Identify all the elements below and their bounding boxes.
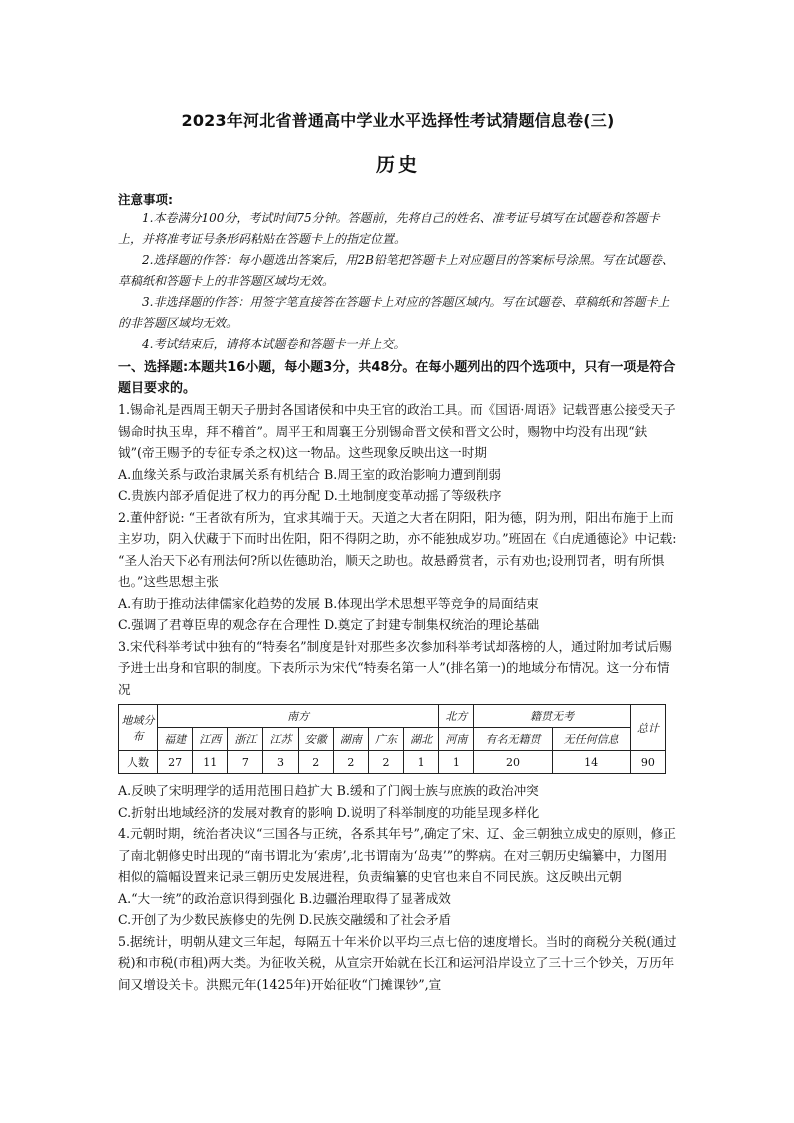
region-cell: 无任何信息 bbox=[552, 728, 630, 751]
exam-page bbox=[118, 100, 678, 995]
question-4-stem: 4.元朝时期，统治者决议“三国各与正统，各系其年号”,确定了宋、辽、金三朝独立成史的原则，修正了南北朝修史时出现的“南书谓北为‘索虏’,北书谓南为‘岛夷’”的弊病。在对三朝历史编纂中，力图用相似的篇幅设置来记录三朝历史发展进程，负责编纂的史官也来自不同民族。这反映出元朝 bbox=[118, 826, 676, 884]
section-heading: 一、选择题:本题共16小题，每小题3分，共48分。在每小题列出的四个选项中，只有一项是符合题目要求的。 bbox=[118, 360, 676, 396]
question-5-stem: 5.据统计，明朝从建文三年起，每隔五十年米价以平均三点七倍的速度增长。当时的商税分关税(通过税)和市税(市租)两大类。为征收关税，从宣宗开始就在长江和运河沿岸设立了三十三个钞关，万历年间又增设关卡。洪熙元年(1425年)开始征收“门摊课钞”,宣 bbox=[118, 933, 677, 992]
region-cell: 安徽 bbox=[298, 728, 333, 751]
count-cell: 7 bbox=[228, 751, 263, 774]
notice-list bbox=[118, 208, 678, 355]
count-cell: 2 bbox=[333, 751, 368, 774]
count-cell: 3 bbox=[263, 751, 298, 774]
count-cell: 1 bbox=[404, 751, 439, 774]
question-2-options-ab: A.有助于推动法律儒家化趋势的发展 B.体现出学术思想平等竞争的局面结束 bbox=[118, 595, 539, 611]
table-header-row bbox=[119, 705, 666, 728]
total-header: 总计 bbox=[630, 705, 665, 751]
table-region-row bbox=[119, 728, 666, 751]
count-cell: 2 bbox=[368, 751, 403, 774]
notice-item: 2.选择题的作答：每小题选出答案后，用2B铅笔把答题卡上对应题目的答案标号涂黑。写在试题卷、草稿纸和答题卡上的非答题区域均无效。 bbox=[118, 253, 674, 288]
notice-item: 4.考试结束后，请将本试题卷和答题卡一并上交。 bbox=[142, 337, 406, 351]
row-label: 人数 bbox=[119, 751, 158, 774]
question-3-options-cd: C.折射出地域经济的发展对教育的影响 D.说明了科举制度的功能呈现多样化 bbox=[118, 804, 540, 820]
question-4-options-ab: A.“大一统”的政治意识得到强化 B.边疆治理取得了显著成效 bbox=[118, 890, 451, 906]
notice-item: 3.非选择题的作答：用签字笔直接答在答题卡上对应的答题区域内。写在试题卷、草稿纸和答题卡上的非答题区域均无效。 bbox=[118, 295, 670, 330]
count-cell: 20 bbox=[474, 751, 552, 774]
question-1-options-ab: A.血缘关系与政治隶属关系有机结合 B.周王室的政治影响力遭到削弱 bbox=[118, 466, 501, 482]
count-cell: 27 bbox=[158, 751, 193, 774]
count-cell: 11 bbox=[193, 751, 228, 774]
subject-title: 历史 bbox=[375, 154, 420, 176]
region-cell: 浙江 bbox=[228, 728, 263, 751]
region-cell: 湖南 bbox=[333, 728, 368, 751]
question-2-options-cd: C.强调了君尊臣卑的观念存在合理性 D.奠定了封建专制集权统治的理论基础 bbox=[118, 617, 540, 632]
region-cell: 江西 bbox=[193, 728, 228, 751]
count-cell: 1 bbox=[439, 751, 474, 774]
region-cell: 河南 bbox=[439, 728, 474, 751]
region-cell: 广东 bbox=[368, 728, 403, 751]
exam-title: 2023年河北省普通高中学业水平选择性考试猜题信息卷(三) bbox=[181, 111, 615, 130]
group-south: 南方 bbox=[158, 705, 439, 728]
region-cell: 福建 bbox=[158, 728, 193, 751]
group-north: 北方 bbox=[439, 705, 474, 728]
region-cell: 有名无籍贯 bbox=[474, 728, 552, 751]
distribution-table bbox=[118, 704, 666, 774]
count-cell: 2 bbox=[298, 751, 333, 774]
notice-heading: 注意事项: bbox=[118, 192, 173, 207]
total-cell: 90 bbox=[630, 751, 665, 774]
question-1-stem: 1.锡命礼是西周王朝天子册封各国诸侯和中央王官的政治工具。而《国语·周语》记载晋惠公接受天子锡命时执玉卑，拜不稽首”。周平王和周襄王分别锡命晋文侯和晋文公时，赐物中均没有出现“鈇钺”(帝王赐予的专征专杀之权)这一物品。这些现象反映出这一时期 bbox=[118, 402, 676, 460]
notice-item: 1.本卷满分100分，考试时间75分钟。答题前，先将自己的姓名、准考证号填写在试题卷和答题卡上，并将准考证号条形码粘贴在答题卡上的指定位置。 bbox=[118, 211, 660, 246]
region-cell: 江苏 bbox=[263, 728, 298, 751]
question-3-options-ab: A.反映了宋明理学的适用范围日趋扩大 B.缓和了门阀士族与庶族的政治冲突 bbox=[118, 783, 539, 798]
region-cell: 湖北 bbox=[404, 728, 439, 751]
question-4-options-cd: C.开创了为少数民族修史的先例 D.民族交融缓和了社会矛盾 bbox=[118, 912, 452, 927]
question-3-stem: 3.宋代科举考试中独有的“特奏名”制度是针对那些多次参加科举考试却落榜的人，通过附加考试后赐予进士出身和官职的制度。下表所示为宋代“特奏名第一人”(排名第一)的地域分布情况。这一分布情况 bbox=[118, 638, 672, 697]
group-unknown: 籍贯无考 bbox=[474, 705, 630, 728]
table-count-row bbox=[119, 751, 666, 774]
table-corner: 地域分布 bbox=[119, 705, 158, 751]
count-cell: 14 bbox=[552, 751, 630, 774]
question-1-options-cd: C.贵族内部矛盾促进了权力的再分配 D.土地制度变革动摇了等级秩序 bbox=[118, 488, 502, 503]
question-2-stem: 2.董仲舒说: “王者欲有所为，宜求其端于天。天道之大者在阴阳，阳为德，阴为刑，阳出布施于上而主岁功，阴入伏藏于下而时出佐阳，阳不得阴之助，亦不能独成岁功。”班固在《白虎通德论》中记载: “圣人治天下必有刑法何?所以佐德助治，顺天之助也。故悬爵赏者，示有劝也;设刑罚者，明有所惧也。”这些思想主张 bbox=[118, 509, 677, 589]
